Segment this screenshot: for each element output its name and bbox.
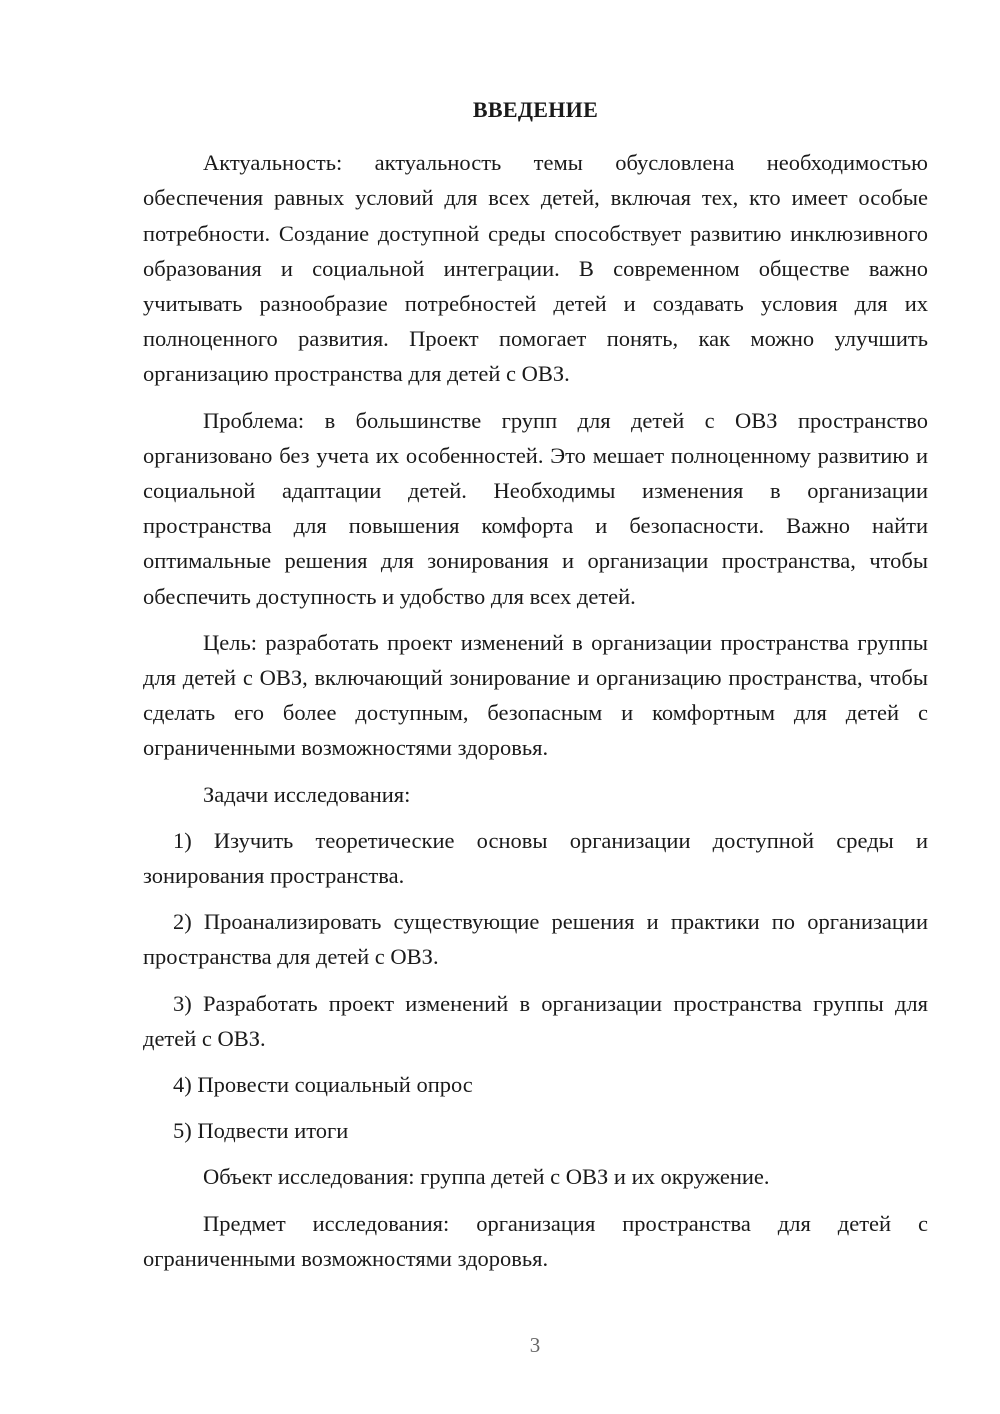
document-page — [143, 92, 928, 1287]
tasks-heading: Задачи исследования: — [203, 781, 411, 807]
task-item-1: 1) Изучить теоретические основы организации доступной среды и зонирования пространства. — [143, 827, 928, 889]
task-item-2: 2) Проанализировать существующие решения и практики по организации пространства для детей с ОВЗ. — [143, 909, 928, 970]
object-paragraph: Объект исследования: группа детей с ОВЗ и их окружение. — [203, 1164, 770, 1190]
page-number: 3 — [529, 1333, 541, 1357]
problem-paragraph: Проблема: в большинстве групп для детей с ОВЗ пространство организовано без учета их особенностей. Это мешает полноценному развитию и социальной адаптации детей. Необходимы изменения в организации пространства для повышения комфорта и безопасности. Важно найти оптимальные решения для зонирования и организации пространства, чтобы обеспечить доступность и удобство для всех детей. — [143, 407, 928, 609]
task-item-4: 4) Провести социальный опрос — [173, 1072, 473, 1098]
goal-paragraph: Цель: разработать проект изменений в организации пространства группы для детей с ОВЗ, включающий зонирование и организацию пространства, чтобы сделать его более доступным, безопасным и комфортным для детей с ограниченными возможностями здоровья. — [143, 629, 928, 761]
task-item-3: 3) Разработать проект изменений в организации пространства группы для детей с ОВЗ. — [143, 990, 928, 1051]
section-title: ВВЕДЕНИЕ — [472, 97, 599, 122]
task-item-5: 5) Подвести итоги — [173, 1118, 349, 1144]
relevance-paragraph: Актуальность: актуальность темы обусловлена необходимостью обеспечения равных условий для всех детей, включая тех, кто имеет особые потребности. Создание доступной среды способствует развитию инклюзивного образования и социальной интеграции. В современном обществе важно учитывать разнообразие потребностей детей и создавать условия для их полноценного развития. Проект помогает понять, как можно улучшить организацию пространства для детей с ОВЗ. — [143, 150, 928, 387]
subject-paragraph: Предмет исследования: организация пространства для детей с ограниченными возможностями здоровья. — [143, 1210, 928, 1271]
